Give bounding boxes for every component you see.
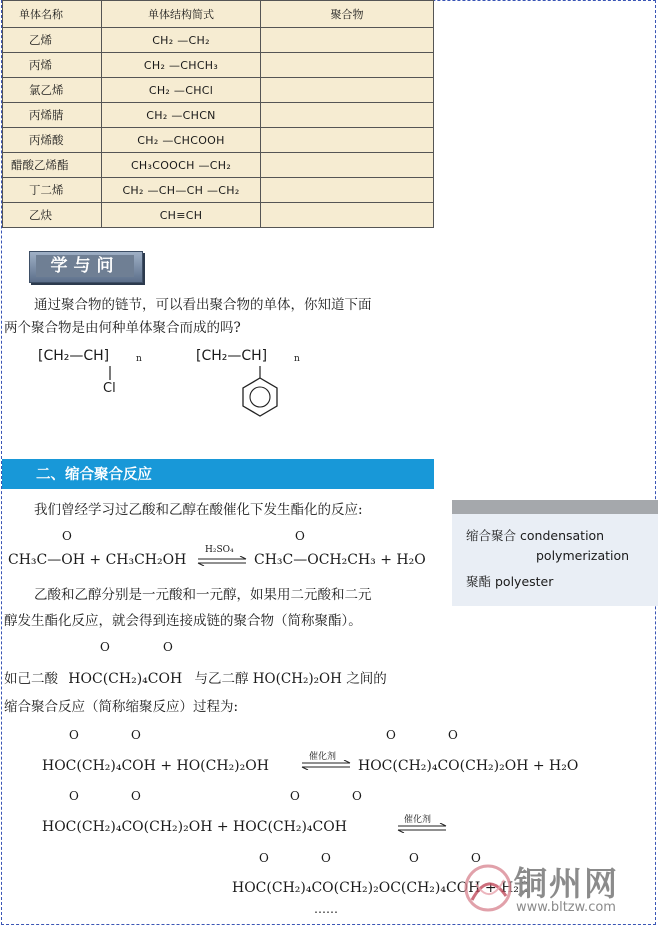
table-row (3, 28, 434, 53)
table-row (3, 153, 434, 178)
monomer-formula: CH₂ —CHCN (102, 103, 261, 128)
monomer-formula: CH₂ —CH—CH —CH₂ (102, 178, 261, 203)
col-monomer-name: 单体名称 (3, 1, 102, 28)
paragraph-diacid-line-2: 醇发生酯化反应，就会得到连接成链的聚合物（简称聚酯）。 (4, 613, 362, 629)
eq2-o-3: O (386, 728, 396, 742)
section-header (2, 459, 434, 489)
polymer-cell (261, 203, 434, 228)
monomer-table (2, 0, 434, 228)
monomer-formula: CH₃COOCH —CH₂ (102, 153, 261, 178)
monomer-name: 丙烯 (3, 53, 102, 78)
eq3-o-3: O (290, 789, 300, 803)
eq1-equilibrium-arrow-icon (196, 556, 248, 566)
eq3-catalyst: 催化剂 (404, 815, 432, 825)
term-polyester-en: polyester (495, 574, 554, 589)
term-condensation-cn: 缩合聚合 (466, 528, 517, 543)
monomer-name: 丁二烯 (3, 178, 102, 203)
question-line-1: 通过聚合物的链节，可以看出聚合物的单体，你知道下面 (34, 297, 372, 313)
monomer-name: 醋酸乙烯酯 (3, 153, 102, 178)
monomer-name: 氯乙烯 (3, 78, 102, 103)
polymer-cell (261, 103, 434, 128)
eq2-o-2: O (131, 728, 141, 742)
polymer-1-n: n (136, 354, 142, 364)
eq3-o-2: O (131, 789, 141, 803)
monomer-formula: CH₂ —CHCOOH (102, 128, 261, 153)
eq4-o-3: O (409, 851, 419, 865)
watermark-url: www.bltzw.com (516, 900, 616, 915)
eq3-equilibrium-arrow-icon (396, 823, 448, 833)
acid-o-2: O (163, 640, 173, 654)
eq1-products: CH₃C—OCH₂CH₃ + H₂O (254, 552, 426, 568)
eq3-o-4: O (352, 789, 362, 803)
eq1-carbonyl-o-right: O (295, 529, 305, 543)
polymer-1-chain: [CH₂—CH] (38, 348, 110, 364)
polymer-1-bond (100, 366, 120, 380)
watermark-name: 铜州网 (514, 864, 619, 903)
polymer-cell (261, 153, 434, 178)
polymer-cell (261, 128, 434, 153)
eq4-o-4: O (471, 851, 481, 865)
eq1-carbonyl-o-left: O (62, 529, 72, 543)
eq1-catalyst: H₂SO₄ (205, 545, 234, 555)
col-monomer-formula: 单体结构简式 (102, 1, 261, 28)
monomer-formula: CH₂ —CH₂ (102, 28, 261, 53)
table-row (3, 53, 434, 78)
term-condensation-en: condensation (520, 528, 605, 543)
monomer-name: 乙炔 (3, 203, 102, 228)
polymer-cell (261, 28, 434, 53)
acid-o-1: O (100, 640, 110, 654)
eq2-reactants: HOC(CH₂)₄COH + HO(CH₂)₂OH (42, 758, 269, 774)
eq2-o-1: O (69, 728, 79, 742)
eq3-reactants: HOC(CH₂)₄CO(CH₂)₂OH + HOC(CH₂)₄COH (42, 819, 347, 835)
section-title: 二、缩合聚合反应 (36, 466, 152, 483)
monomer-formula: CH₂ —CHCH₃ (102, 53, 261, 78)
table-row (3, 78, 434, 103)
table-row (3, 103, 434, 128)
monomer-name: 丙烯酸 (3, 128, 102, 153)
term-polymerization-en: polymerization (536, 548, 630, 563)
monomer-name: 乙烯 (3, 28, 102, 53)
polymer-2-n: n (294, 354, 300, 364)
polymer-cell (261, 53, 434, 78)
polymer-2-chain: [CH₂—CH] (196, 348, 268, 364)
eq2-products: HOC(CH₂)₄CO(CH₂)₂OH + H₂O (358, 758, 579, 774)
table-row (3, 203, 434, 228)
term-polyester-cn: 聚酯 (466, 574, 492, 589)
benzene-ring-icon (238, 366, 282, 420)
table-header-row (3, 1, 434, 28)
paragraph-diacid-line-1: 乙酸和乙醇分别是一元酸和一元醇，如果用二元酸和二元 (34, 587, 372, 603)
col-polymer: 聚合物 (261, 1, 434, 28)
eq2-catalyst: 催化剂 (309, 752, 337, 762)
polymer-1-substituent: Cl (103, 381, 116, 396)
eq1-reactants: CH₃C—OH + CH₃CH₂OH (8, 552, 187, 568)
adipic-middle: 与乙二醇 HO(CH₂)₂OH 之间的 (194, 671, 387, 687)
eq4-o-1: O (259, 851, 269, 865)
study-question-badge (29, 251, 143, 283)
polymer-cell (261, 178, 434, 203)
eq4-product: HOC(CH₂)₄CO(CH₂)₂OC(CH₂)₄COH + H₂O (232, 880, 531, 896)
eq4-o-2: O (321, 851, 331, 865)
adipic-prefix: 如己二酸 (4, 671, 58, 687)
eq3-o-1: O (69, 789, 79, 803)
monomer-formula: CH≡CH (102, 203, 261, 228)
paragraph-adipic-line-1 (4, 668, 387, 690)
site-watermark (462, 856, 657, 924)
question-line-2: 两个聚合物是由何种单体聚合而成的吗? (4, 320, 241, 336)
vocabulary-sidebox (452, 500, 658, 606)
eq2-equilibrium-arrow-icon (300, 760, 352, 770)
paragraph-adipic-line-2: 缩合聚合反应（简称缩聚反应）过程为: (4, 699, 239, 715)
polymer-cell (261, 78, 434, 103)
monomer-name: 丙烯腈 (3, 103, 102, 128)
badge-label: 学与问 (36, 255, 134, 277)
table-row (3, 178, 434, 203)
eq4-ellipsis: …… (314, 902, 338, 916)
monomer-formula: CH₂ —CHCl (102, 78, 261, 103)
watermark-logo-icon (462, 860, 516, 920)
adipic-acid-formula: HOC(CH₂)₄COH (68, 671, 183, 687)
table-row (3, 128, 434, 153)
paragraph-esterification: 我们曾经学习过乙酸和乙醇在酸催化下发生酯化的反应: (34, 502, 363, 518)
eq2-o-4: O (448, 728, 458, 742)
